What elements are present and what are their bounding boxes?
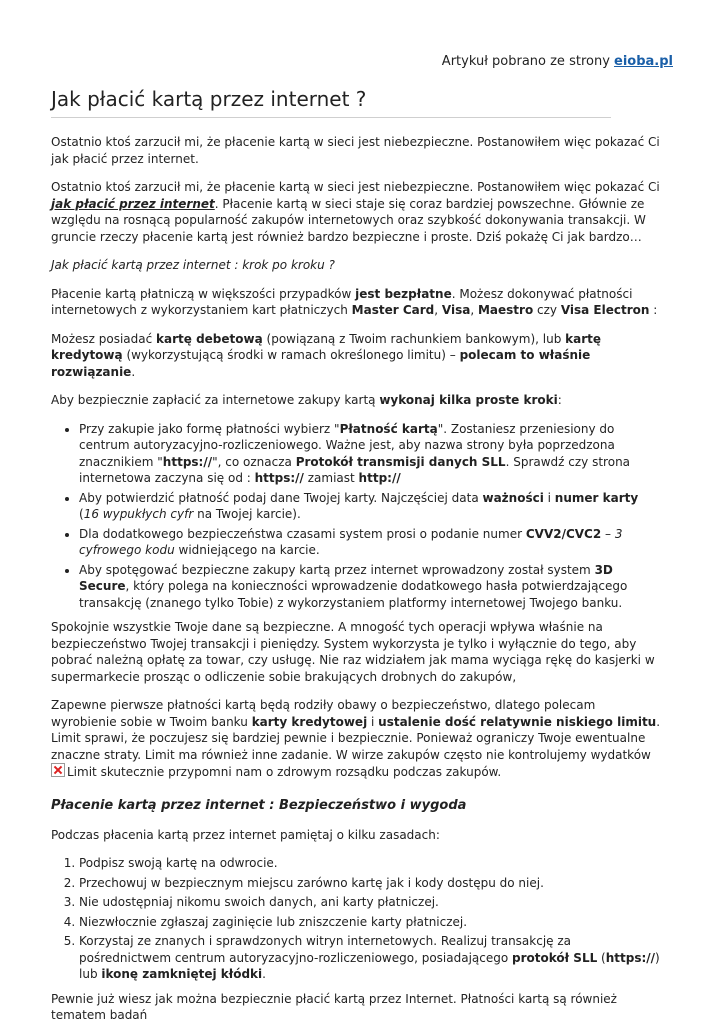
- text: –: [601, 526, 615, 541]
- text: ustalenie dość relatywnie niskiego limitu: [378, 714, 657, 729]
- text: 3D Secure: [79, 562, 613, 593]
- text: Aby potwierdzić płatność podaj dane Twojej karty. Najczęściej data: [79, 490, 483, 505]
- text: . Sprawdź czy strona internetowa zaczyna się od :: [79, 454, 631, 485]
- text: ", co oznacza: [212, 454, 296, 469]
- text: .: [131, 364, 136, 379]
- text: numer karty: [554, 490, 639, 505]
- article-body: [51, 134, 661, 1036]
- text: i: [543, 490, 555, 505]
- text: 16 wypukłych cyfr: [83, 507, 194, 521]
- source-prefix: Artykuł pobrano ze strony: [441, 54, 615, 69]
- text: . Możesz dokonywać płatności internetowych z wykorzystaniem kart płatniczych: [51, 286, 633, 317]
- section-heading: Płacenie kartą przez internet : Bezpieczeństwo i wygoda: [51, 797, 467, 813]
- text: https://: [254, 471, 304, 485]
- text: (powiązaną z Twoim rachunkiem bankowym), lub: [262, 331, 566, 346]
- text: wykonaj kilka proste kroki: [379, 393, 558, 407]
- text: ) lub: [79, 950, 660, 981]
- text: Przy zakupie jako formę płatności wybierz ": [79, 421, 340, 436]
- text: protokół SLL: [512, 950, 598, 965]
- text: Możesz posiadać: [51, 331, 157, 346]
- step-by-step-heading: [51, 257, 661, 274]
- broken-image-icon: [51, 763, 65, 777]
- text: karty kredytowej: [251, 714, 368, 729]
- text: :: [557, 393, 562, 407]
- text: (: [597, 950, 606, 965]
- text: jest bezpłatne: [355, 286, 452, 301]
- text: Visa Electron: [560, 303, 650, 317]
- text: Płacenie kartą płatniczą w większości przypadków: [51, 286, 356, 301]
- intro-paragraph: Ostatnio ktoś zarzucił mi, że płacenie kartą w sieci jest niebezpieczne. Postanowiłem więc pokazać Ci jak płacić przez internet.: [51, 135, 660, 166]
- text: zamiast: [303, 471, 359, 485]
- list-item: [79, 421, 661, 487]
- text: https://: [162, 454, 213, 469]
- text: ważności: [482, 490, 544, 505]
- text: (wykorzystującą środki w ramach określonego limitu) –: [122, 348, 460, 362]
- paragraph-8: [51, 697, 661, 781]
- text: kartę debetową: [156, 331, 263, 346]
- list-item: 2. Przechowuj w bezpiecznym miejscu zarówno kartę jak i kody dostępu do niej.: [79, 875, 661, 892]
- paragraph-6: [51, 392, 661, 409]
- text: :: [649, 303, 658, 317]
- text: Limit skutecznie przypomni nam o zdrowym rozsądku podczas zakupów.: [67, 765, 502, 779]
- text: Aby bezpiecznie zapłacić za internetowe zakupy kartą: [51, 393, 380, 407]
- text: ikonę zamkniętej kłódki: [101, 967, 263, 981]
- text: Aby spotęgować bezpieczne zakupy kartą przez internet wprowadzony został system: [79, 562, 595, 577]
- source-line: [442, 54, 673, 71]
- text: na Twojej karcie).: [193, 507, 301, 521]
- text: Dla dodatkowego bezpieczeństwa czasami system prosi o podanie numer: [79, 526, 526, 541]
- paragraph-2: [51, 179, 661, 245]
- text: .: [262, 967, 266, 981]
- title-divider: [51, 117, 611, 118]
- list-item: 3. Nie udostępniaj nikomu swoich danych, ani karty płatniczej.: [79, 894, 661, 911]
- text: ,: [434, 303, 442, 317]
- text: (: [79, 507, 84, 521]
- text: http://: [358, 471, 401, 485]
- text: ". Zostaniesz przeniesiony do centrum autoryzacyjno-rozliczeniowego. Ważne jest, aby nazwa strony była poprzedzona znacznikiem ": [79, 421, 615, 469]
- paragraph-5: [51, 331, 661, 381]
- list-item: [79, 490, 661, 523]
- list-item: [79, 933, 661, 983]
- page-title: Jak płacić kartą przez internet ?: [51, 87, 367, 111]
- list-item: 1. Podpisz swoją kartę na odwrocie.: [79, 855, 661, 872]
- text: Ostatnio ktoś zarzucił mi, że płacenie kartą w sieci jest niebezpieczne. Postanowiłem więc pokazać Ci: [51, 180, 660, 194]
- rules-list: [51, 855, 661, 983]
- text: i: [367, 714, 379, 729]
- text: Visa: [441, 303, 471, 317]
- text: Korzystaj ze znanych i sprawdzonych witryn internetowych. Realizuj transakcję za pośrednictwem centrum autoryzacyjno-rozliczeniowego, posiadającego: [79, 934, 572, 965]
- paragraph-10: Pewnie już wiesz jak można bezpiecznie płacić kartą przez Internet. Płatności kartą są również tematem badań: [51, 991, 617, 1022]
- list-item: [79, 562, 661, 612]
- text: Jak płacić kartą przez internet : krok po kroku ?: [51, 258, 335, 272]
- text: Maestro: [477, 303, 534, 317]
- list-item: 4. Niezwłocznie zgłaszaj zaginięcie lub zniszczenie karty płatniczej.: [79, 914, 661, 931]
- steps-list: [51, 421, 661, 612]
- paragraph-4: [51, 286, 661, 319]
- paragraph-7: Spokojnie wszystkie Twoje dane są bezpieczne. A mnogość tych operacji wpływa właśnie na bezpieczeństwo Twojej transakcji i pieniędzy. System wykorzysta je tylko i wyłącznie do tego, aby pobrać należną opłatę za towar, czy usługę. Nie raz widziałem jak mama wyciąga rękę do kasjerki w supermarkecie prosząc o odliczenie sobie brakujących drobnych do zakupów,: [51, 620, 655, 684]
- text: Protokół transmisji danych SLL: [295, 454, 506, 469]
- text: Master Card: [351, 303, 435, 317]
- text: Zapewne pierwsze płatności kartą będą rodziły obawy o bezpieczeństwo, dlatego polecam wyrobienie sobie w Twoim banku: [51, 698, 596, 729]
- text: widniejącego na karcie.: [174, 543, 320, 557]
- text: https://: [605, 950, 656, 965]
- text: ,: [470, 303, 478, 317]
- text: 3 cyfrowego kodu: [79, 526, 623, 557]
- text: polecam to właśnie rozwiązanie: [51, 348, 591, 379]
- source-link[interactable]: eioba.pl: [614, 54, 673, 69]
- list-item: [79, 526, 661, 559]
- text: Płatność kartą: [339, 421, 438, 436]
- text: . Płacenie kartą w sieci staje się coraz bardziej powszechne. Głównie ze względu na rosnącą popularność zakupów internetowych oraz szybkość dokonywania transakcji. W gruncie rzeczy płacenie kartą jest również bardzo bezpieczne i proste. Dziś pokażę Ci jak bardzo…: [51, 196, 646, 244]
- paragraph-9: Podczas płacenia kartą przez internet pamiętaj o kilku zasadach:: [51, 827, 440, 842]
- text: kartę kredytową: [51, 331, 602, 362]
- text: czy: [533, 303, 561, 317]
- text: , który polega na konieczności wprowadzenie dodatkowego hasła potwierdzającego transakcję (znanego tylko Tobie) z wykorzystaniem platformy internetowej Twojego banku.: [79, 579, 628, 610]
- text: CVV2/CVC2: [525, 526, 602, 541]
- text: . Limit sprawi, że poczujesz się bardziej pewnie i bezpiecznie. Ponieważ ograniczy Twoje ewentualne znaczne straty. Limit ma również inne zadanie. W wirze zakupów często nie kontrolujemy wydatków: [51, 714, 661, 762]
- article-link[interactable]: jak płacić przez internet: [51, 196, 215, 211]
